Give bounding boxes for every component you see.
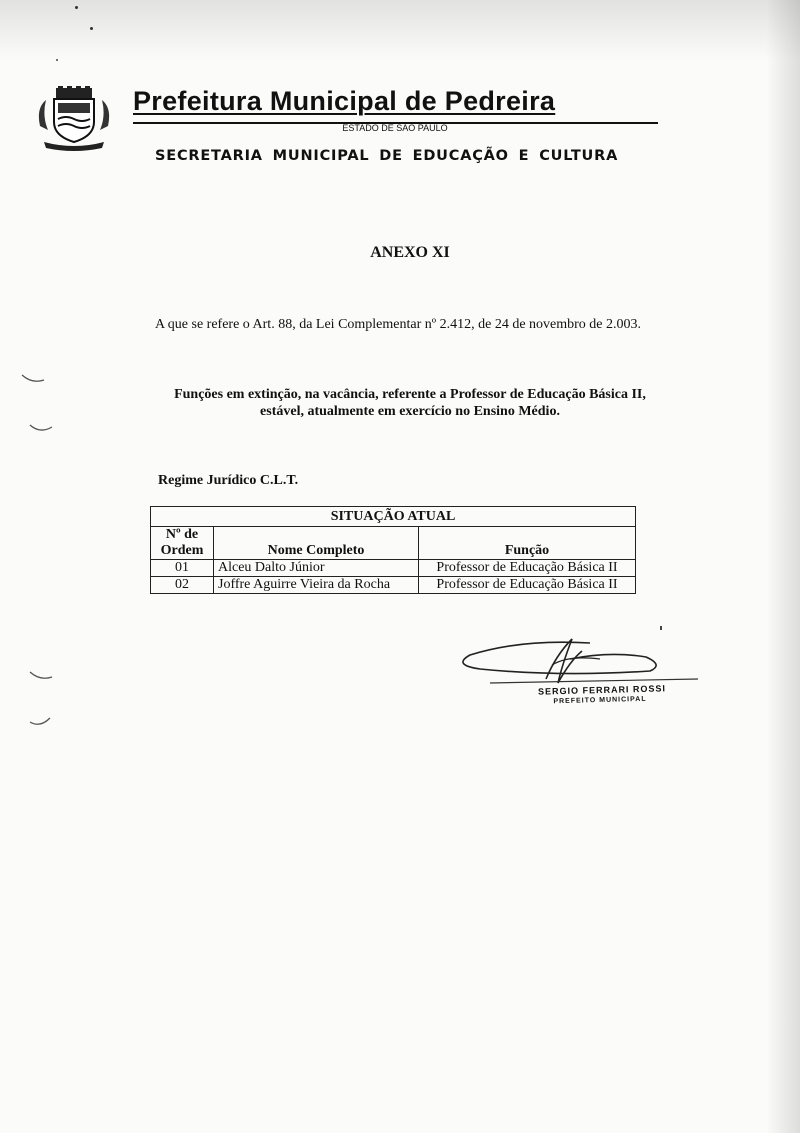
description-line-1: Funções em extinção, na vacância, referente a Professor de Educação Básica II, [174, 387, 646, 402]
row-function: Professor de Educação Básica II [419, 577, 636, 594]
scan-mark [28, 716, 54, 728]
signatory-name: SERGIO FERRARI ROSSI [537, 683, 667, 697]
coat-of-arms-icon [34, 86, 114, 152]
situation-table [150, 506, 636, 594]
table-caption: SITUAÇÃO ATUAL [151, 507, 636, 527]
signatory-role: PREFEITO MUNICIPAL [553, 695, 647, 706]
description [130, 386, 690, 420]
table-header-row [151, 527, 636, 560]
scan-speck [660, 626, 662, 630]
annex-title: ANEXO XI [370, 244, 450, 261]
row-name: Joffre Aguirre Vieira da Rocha [214, 577, 419, 594]
scan-mark [28, 422, 54, 434]
header-name: Nome Completo [214, 527, 419, 560]
scan-mark [28, 669, 54, 681]
legal-regime: Regime Jurídico C.L.T. [158, 473, 299, 488]
scan-speck [56, 59, 58, 61]
scan-speck [75, 6, 78, 9]
table-caption-row [151, 507, 636, 527]
scan-speck [90, 27, 93, 30]
reference-text: A que se refere o Art. 88, da Lei Complementar nº 2.412, de 24 de novembro de 2.003. [154, 317, 642, 332]
table-row [151, 560, 636, 577]
row-order: 02 [151, 577, 214, 594]
row-name: Alceu Dalto Júnior [214, 560, 419, 577]
header-function: Função [419, 527, 636, 560]
row-function: Professor de Educação Básica II [419, 560, 636, 577]
table-row [151, 577, 636, 594]
state-name: ESTADO DE SÃO PAULO [342, 123, 448, 133]
scan-mark [20, 372, 46, 384]
header-order-line-1: Nº de [165, 527, 199, 542]
org-name: Prefeitura Municipal de Pedreira [133, 86, 556, 116]
row-order: 01 [151, 560, 214, 577]
header-order-line-2: Ordem [160, 543, 204, 558]
scan-shadow-right [766, 0, 800, 1133]
description-line-2: estável, atualmente em exercício no Ensino Médio. [260, 404, 560, 419]
header-order [151, 527, 214, 560]
department-name: SECRETARIA MUNICIPAL DE EDUCAÇÃO E CULTURA [155, 148, 619, 164]
scan-shadow-top [0, 0, 800, 60]
